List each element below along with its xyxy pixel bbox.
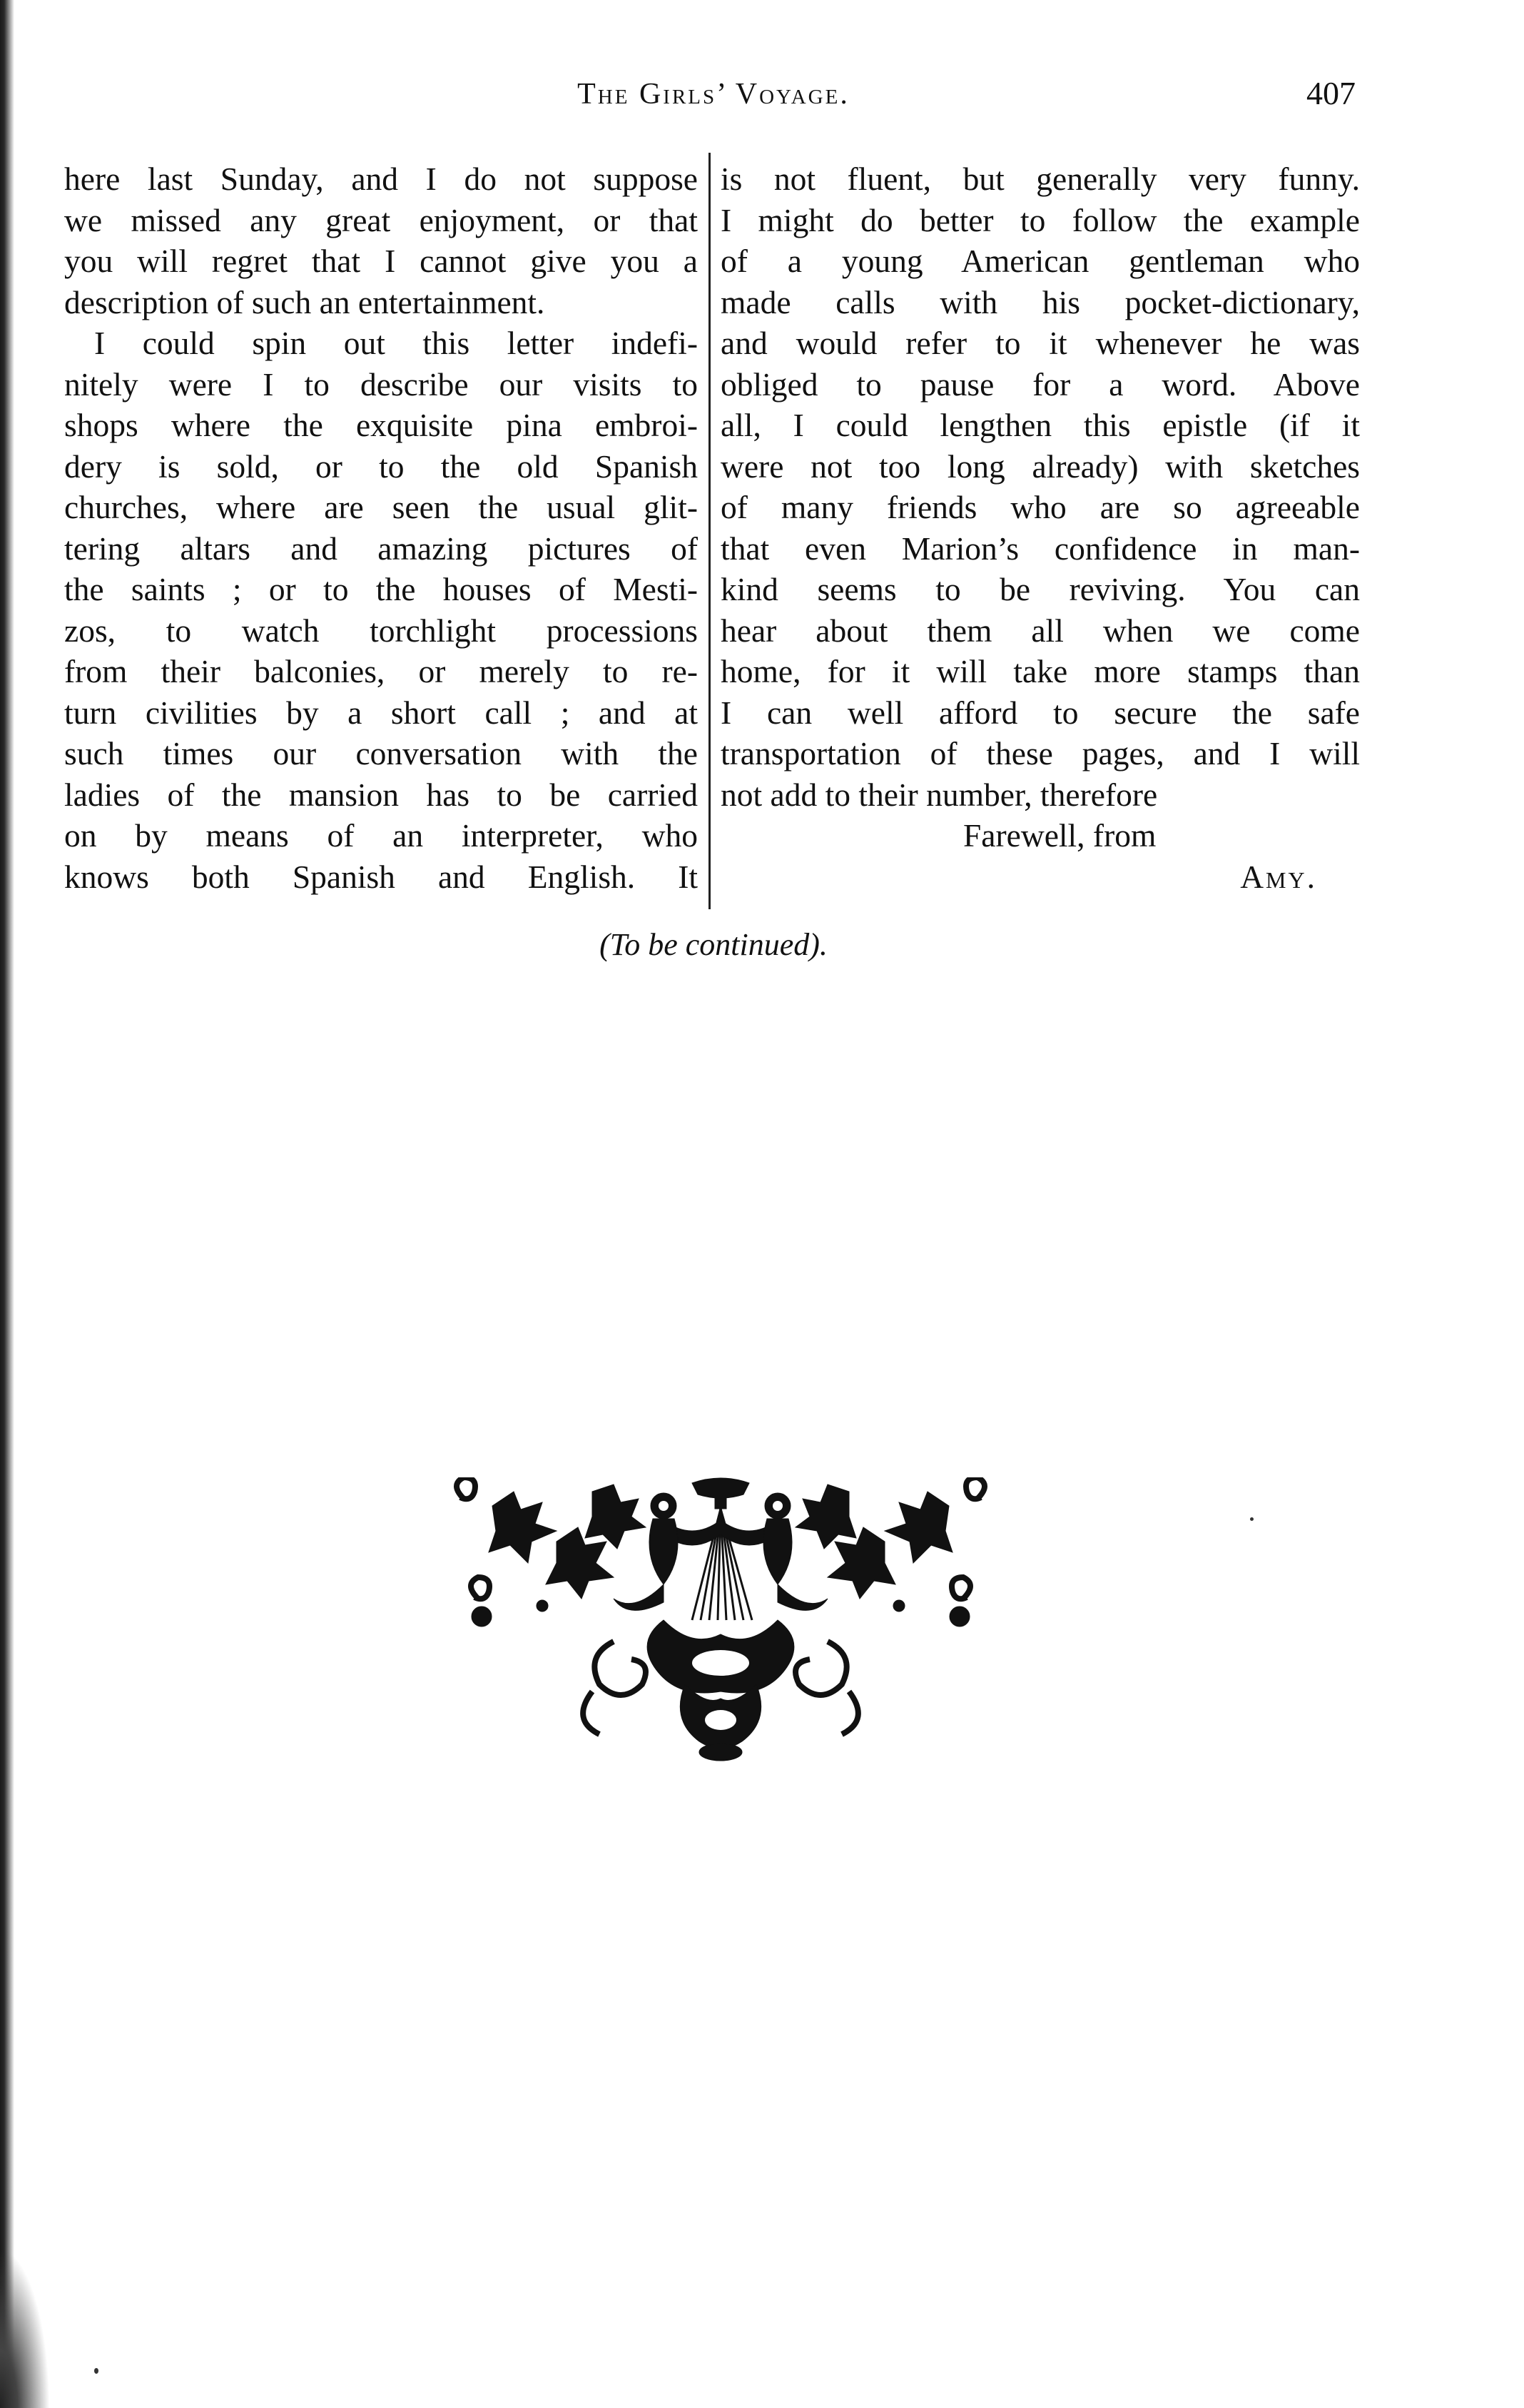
text-line: and would refer to it whenever he was	[721, 325, 1360, 361]
text-line: of many friends who are so agreeable	[721, 489, 1360, 525]
text-line: I can well afford to secure the safe	[721, 694, 1360, 731]
continued-note: (To be continued).	[599, 927, 828, 962]
text-line: from their balconies, or merely to re-	[64, 653, 698, 689]
text-line: ladies of the mansion has to be carried	[64, 776, 698, 813]
farewell-line: Farewell, from	[963, 817, 1157, 854]
text-line: here last Sunday, and I do not suppose	[64, 161, 698, 197]
text-line: zos, to watch torchlight processions	[64, 612, 698, 649]
text-line: we missed any great enjoyment, or that	[64, 201, 698, 238]
text-line: home, for it will take more stamps than	[721, 653, 1360, 689]
text-line: made calls with his pocket-dictionary,	[721, 283, 1360, 320]
running-title: The Girls’ Voyage.	[577, 78, 850, 111]
decorative-tailpiece-icon	[449, 1477, 992, 1763]
left-column	[64, 158, 698, 897]
text-line: of a young American gentleman who	[721, 243, 1360, 279]
text-line: description of such an entertainment.	[64, 283, 545, 320]
column-divider	[708, 153, 711, 909]
text-line: you will regret that I cannot give you a	[64, 243, 698, 279]
text-line: I might do better to follow the example	[721, 201, 1360, 238]
text-line: such times our conversation with the	[64, 735, 698, 772]
page-number: 407	[1306, 75, 1356, 111]
text-line: all, I could lengthen this epistle (if it	[721, 407, 1360, 443]
paper-speck	[94, 2368, 98, 2374]
text-line: on by means of an interpreter, who	[64, 817, 698, 854]
text-line: kind seems to be reviving. You can	[721, 571, 1360, 607]
text-line: hear about them all when we come	[721, 612, 1360, 649]
text-line: the saints ; or to the houses of Mesti-	[64, 571, 698, 607]
paper-speck	[1250, 1517, 1254, 1521]
text-line: churches, where are seen the usual glit-	[64, 489, 698, 525]
text-line: turn civilities by a short call ; and at	[64, 694, 698, 731]
text-line: dery is sold, or to the old Spanish	[64, 447, 698, 485]
text-line: shops where the exquisite pina embroi-	[64, 407, 698, 443]
text-line: tering altars and amazing pictures of	[64, 530, 698, 567]
text-line: obliged to pause for a word. Above	[721, 365, 1360, 403]
text-line: not add to their number, therefore	[721, 776, 1158, 813]
signature: Amy.	[1240, 858, 1317, 895]
page-edge-shadow	[0, 0, 14, 2408]
text-line: were not too long already) with sketches	[721, 447, 1360, 485]
page-corner-shadow	[0, 2248, 50, 2408]
text-line: that even Marion’s confidence in man-	[721, 530, 1360, 567]
text-line: is not fluent, but generally very funny.	[721, 161, 1360, 197]
text-line: transportation of these pages, and I will	[721, 735, 1360, 772]
text-line: knows both Spanish and English. It	[64, 858, 698, 895]
right-column	[721, 158, 1360, 897]
text-line: I could spin out this letter indefi-	[94, 325, 698, 361]
text-line: nitely were I to describe our visits to	[64, 365, 698, 403]
